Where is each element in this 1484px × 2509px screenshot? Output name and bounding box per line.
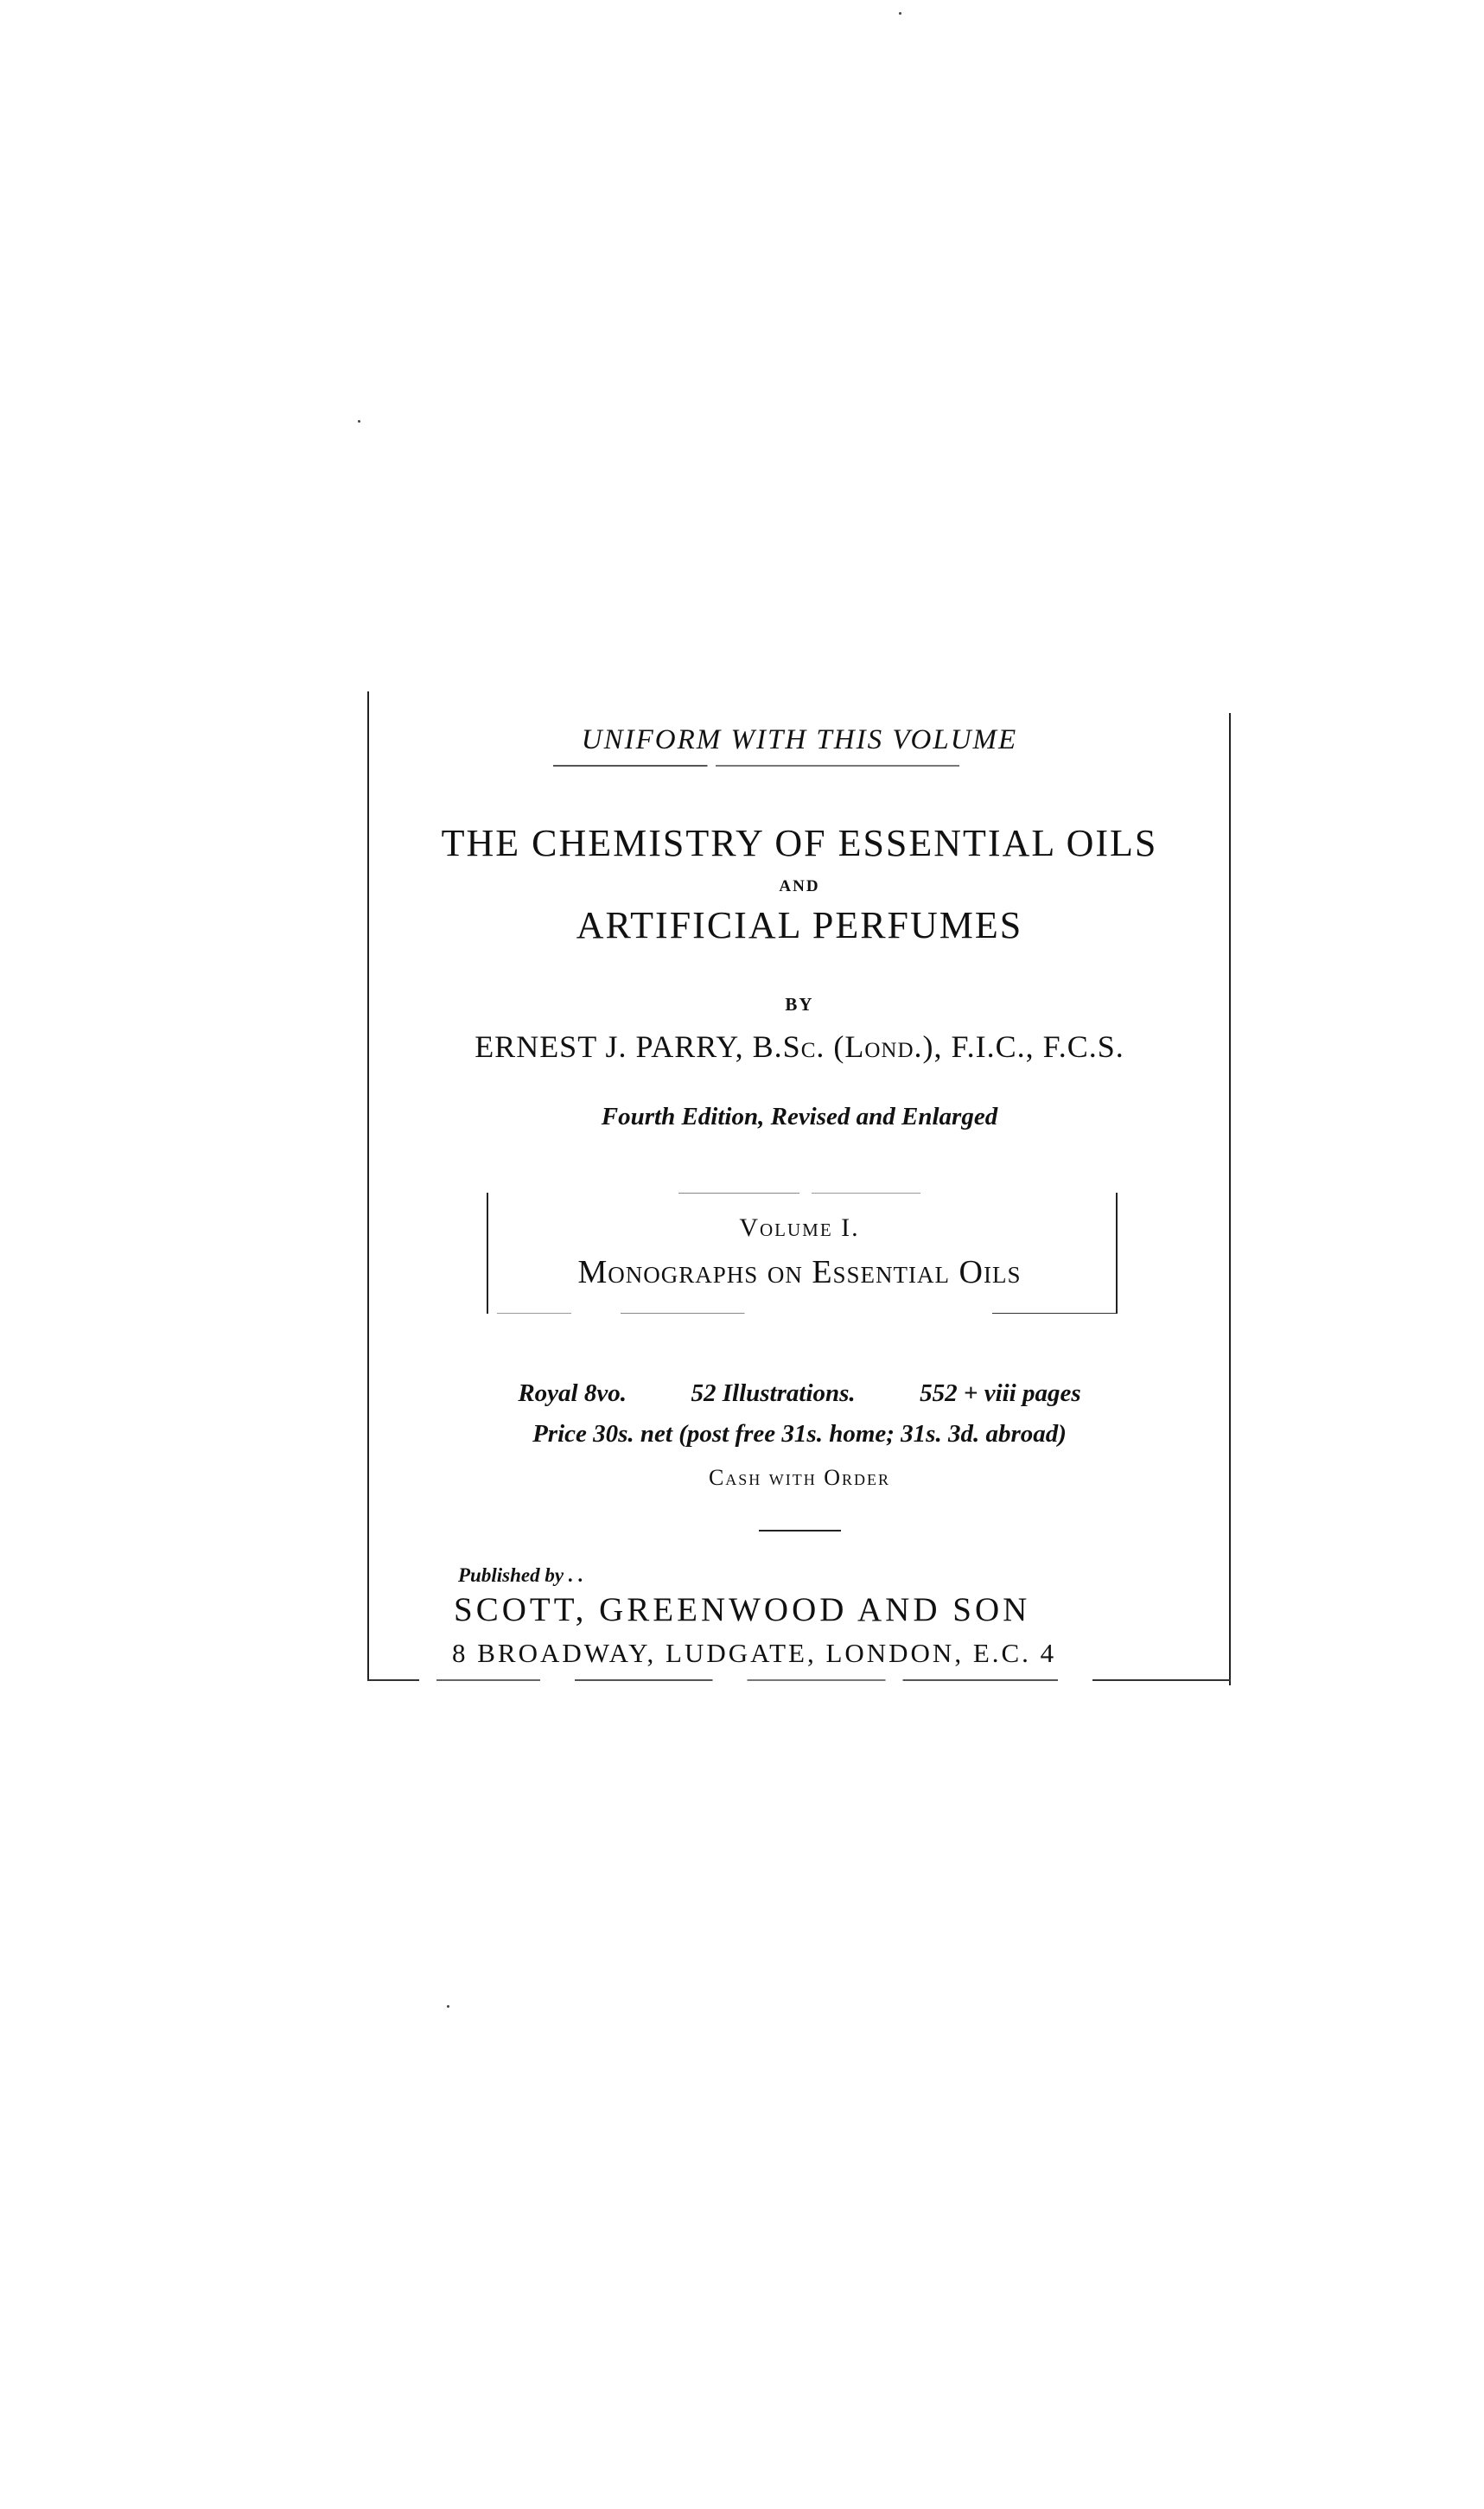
frame-bottom-border <box>367 1679 1231 1681</box>
book-title-line2: ARTIFICIAL PERFUMES <box>576 904 1023 946</box>
scan-speck <box>899 12 901 15</box>
edition-note: Fourth Edition, Revised and Enlarged <box>601 1103 998 1130</box>
by-label: BY <box>785 994 814 1015</box>
series-underline <box>553 765 959 767</box>
published-by-label: Published by . . <box>458 1564 584 1586</box>
price-line: Price 30s. net (post free 31s. home; 31s. 3d. abroad) <box>532 1420 1067 1448</box>
scan-speck <box>358 420 360 423</box>
publisher-name: SCOTT, GREENWOOD AND SON <box>454 1591 1031 1628</box>
page-count: 552 + viii pages <box>920 1379 1081 1407</box>
frame-left-border <box>367 691 369 1681</box>
author-credit: ERNEST J. PARRY, B.Sc. (Lond.), F.I.C., F.C.S. <box>474 1029 1124 1064</box>
divider-rule <box>759 1530 841 1532</box>
volume-number: Volume I. <box>739 1213 860 1242</box>
volume-title: Monographs on Essential Oils <box>577 1254 1022 1290</box>
payment-terms: Cash with Order <box>708 1465 891 1490</box>
volume-box-bottom-rule <box>497 1313 1116 1314</box>
book-specifications <box>372 1379 1227 1408</box>
scan-speck <box>447 2005 449 2008</box>
book-format: Royal 8vo. <box>518 1379 627 1407</box>
publisher-address: 8 BROADWAY, LUDGATE, LONDON, E.C. 4 <box>452 1638 1057 1668</box>
frame-right-border <box>1229 713 1231 1685</box>
volume-box-top-rule <box>497 1193 1102 1194</box>
series-note: UNIFORM WITH THIS VOLUME <box>581 724 1018 755</box>
book-title-conjunction: AND <box>779 877 820 895</box>
book-title-line1: THE CHEMISTRY OF ESSENTIAL OILS <box>441 822 1158 864</box>
illustration-count: 52 Illustrations. <box>691 1379 856 1407</box>
